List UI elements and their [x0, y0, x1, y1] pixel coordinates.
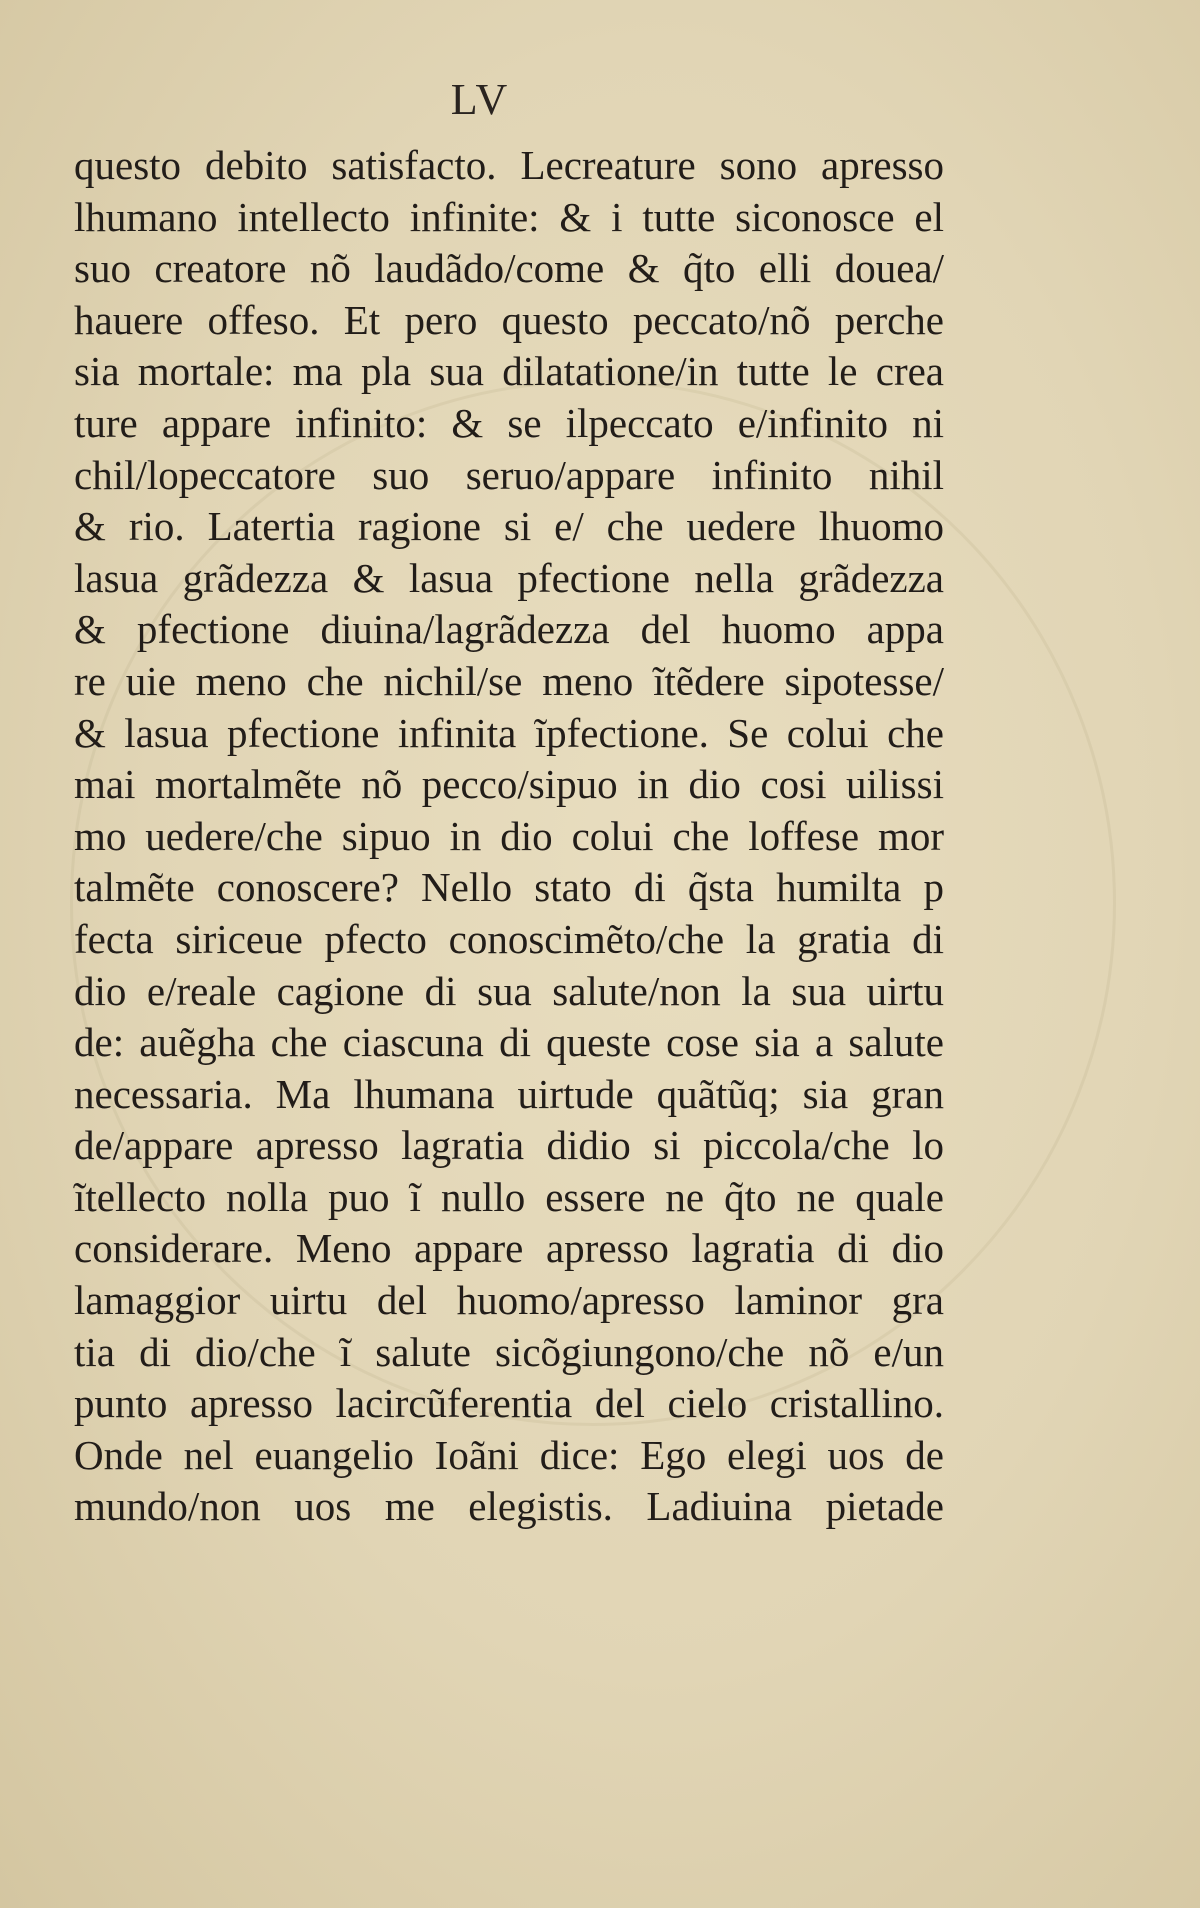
text-line: mundo/non uos me elegistis. Ladiuina pietade: [74, 1483, 944, 1530]
text-line: hauere offeso. Et pero questo peccato/nõ perche: [74, 296, 944, 343]
text-line: sia mortale: ma pla sua dilatatione/in tutte le crea: [74, 348, 944, 395]
text-line: ĩtellecto nolla puo ĩ nullo essere ne q̃to ne quale: [74, 1173, 944, 1220]
text-line: necessaria. Ma lhumana uirtude quãtũq; sia gran: [74, 1070, 944, 1117]
text-line: & lasua pfectione infinita ĩpfectione. Se colui che: [74, 709, 944, 756]
text-line: mai mortalmẽte nõ pecco/sipuo in dio cosi uilissi: [74, 761, 944, 808]
body-text: [74, 140, 944, 1533]
text-line: & rio. Latertia ragione si e/ che uedere lhuomo: [74, 503, 944, 550]
text-line: questo debito satisfacto. Lecreature sono apresso: [74, 142, 944, 188]
text-line: punto apresso lacircũferentia del cielo cristallino.: [74, 1380, 944, 1427]
text-line: tia di dio/che ĩ salute sicõgiungono/che nõ e/un: [74, 1328, 944, 1375]
text-line: fecta siriceue pfecto conoscimẽto/che la gratia di: [74, 915, 944, 962]
text-line: de: auẽgha che ciascuna di queste cose sia a salute: [74, 1019, 944, 1066]
text-line: Onde nel euangelio Ioãni dice: Ego elegi uos de: [74, 1431, 944, 1478]
text-line: considerare. Meno appare apresso lagratia di dio: [74, 1225, 944, 1272]
text-line: lasua grãdezza & lasua pfectione nella grãdezza: [74, 554, 944, 601]
text-line: re uie meno che nichil/se meno ĩtẽdere sipotesse/: [74, 657, 944, 704]
text-line: ture appare infinito: & se ilpeccato e/infinito ni: [74, 399, 944, 446]
text-line: & pfectione diuina/lagrãdezza del huomo appa: [74, 606, 944, 653]
text-line: chil/lopeccatore suo seruo/appare infinito nihil: [74, 451, 944, 498]
text-line: lamaggior uirtu del huomo/apresso laminor gra: [74, 1277, 944, 1324]
folio-number: LV: [450, 75, 510, 124]
text-line: talmẽte conoscere? Nello stato di q̃sta humilta p: [74, 864, 944, 911]
text-line: de/appare apresso lagratia didio si piccola/che lo: [74, 1122, 944, 1169]
text-line: lhumano intellecto infinite: & i tutte siconosce el: [74, 193, 944, 240]
text-line: mo uedere/che sipuo in dio colui che loffese mor: [74, 812, 944, 859]
text-line: suo creatore nõ laudãdo/come & q̃to elli douea/: [74, 245, 944, 292]
text-line: dio e/reale cagione di sua salute/non la sua uirtu: [74, 967, 944, 1014]
